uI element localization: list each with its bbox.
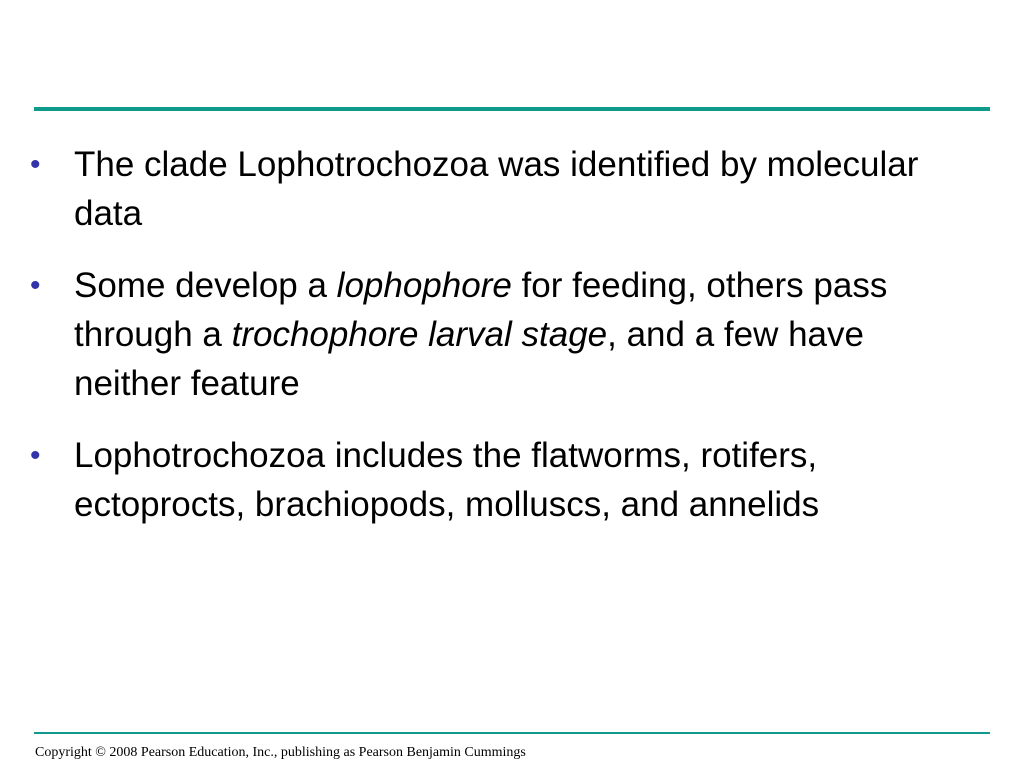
bullet-icon: • [30, 148, 41, 181]
bullet-segment: Some develop a [74, 266, 337, 305]
bullet-item [28, 140, 978, 238]
bullet-icon: • [30, 439, 41, 472]
header-divider [34, 107, 990, 111]
bullet-segment-italic: lophophore [336, 266, 512, 305]
copyright-text: Copyright © 2008 Pearson Education, Inc., publishing as Pearson Benjamin Cummings [35, 745, 526, 760]
bullet-segment: The clade Lophotrochozoa was identified by molecular data [74, 145, 919, 233]
footer-divider [34, 732, 990, 734]
bullet-text [74, 266, 887, 403]
bullet-segment: Lophotrochozoa includes the flatworms, rotifers, ectoprocts, brachiopods, molluscs, and annelids [74, 436, 820, 524]
bullet-item [28, 261, 978, 408]
bullet-text [74, 436, 819, 524]
bullet-segment-italic: trochophore larval stage [231, 315, 608, 354]
bullet-icon: • [30, 269, 41, 302]
bullet-segment: for feeding, others pass through a [74, 266, 888, 354]
bullet-item [28, 431, 978, 529]
bullet-list [28, 140, 978, 552]
bullet-segment: , and a few have neither feature [74, 315, 864, 403]
bullet-text [74, 145, 918, 233]
